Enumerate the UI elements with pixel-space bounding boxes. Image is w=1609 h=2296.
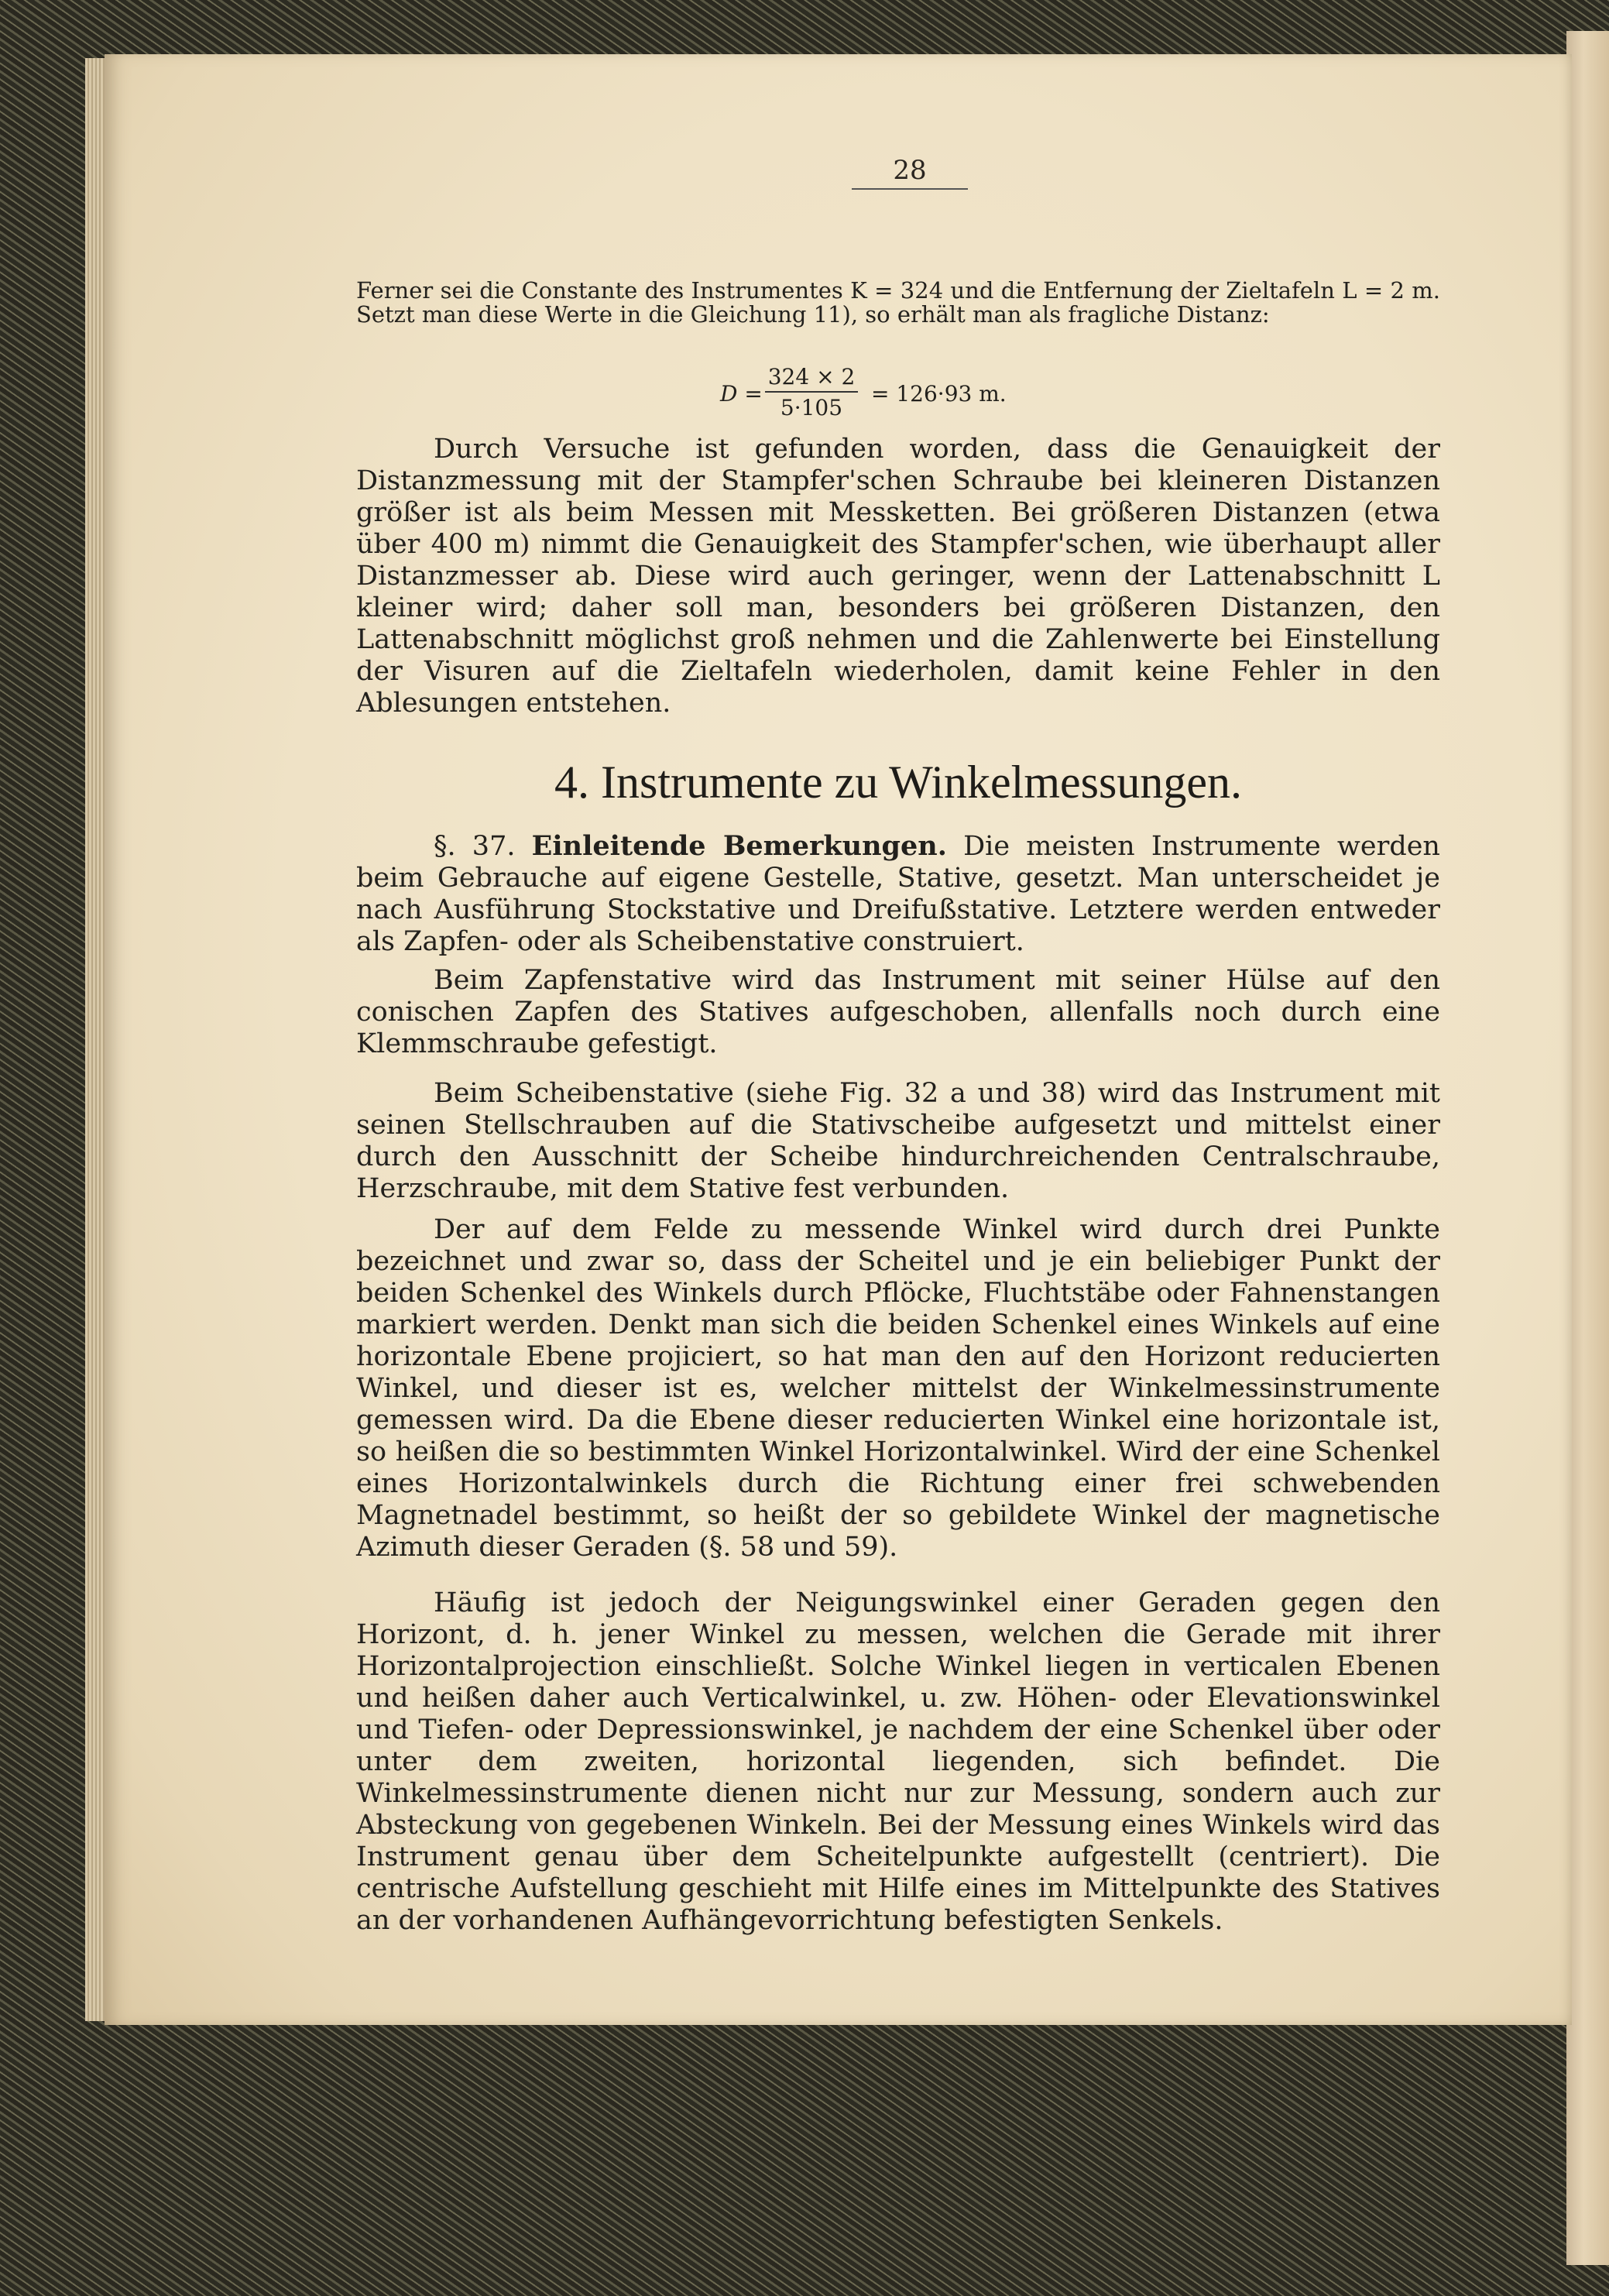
section-text: Die meisten Instrumente werden beim Gebrauche auf eigene Gestelle, Stative, gesetzt. Man unterscheidet je nach Ausführung Stockstative und Dreifußstative. Letztere werden entweder als Zapfen- oder als Scheibenstative construiert. [356, 831, 1440, 957]
section-37-paragraph [356, 830, 1440, 958]
paragraph-horizontalwinkel: Der auf dem Felde zu messende Winkel wird durch drei Punkte bezeichnet und zwar so, dass der Scheitel und je ein beliebiger Punkt der beiden Schenkel des Winkels durch Pflöcke, Fluchtstäbe oder Fahnenstangen markiert werden. Denkt man sich die beiden Schenkel eines Winkels auf eine horizontale Ebene projiciert, so hat man den auf den Horizont reducierten Winkel, und dieser ist es, welcher mittelst der Winkelmessinstrumente gemessen wird. Da die Ebene dieser reducierten Winkel eine horizontale ist, so heißen die so bestimmten Winkel Horizontalwinkel. Wird der eine Schenkel eines Horizontalwinkels durch die Richtung einer frei schwebenden Magnetnadel bestimmt, so heißt der so gebildete Winkel der magnetische Azimuth dieser Geraden (§. 58 und 59). [356, 1214, 1440, 1563]
page-number-rule [852, 188, 968, 190]
formula-numerator: 324 × 2 [767, 364, 856, 390]
page-number: 28 [893, 155, 927, 186]
paragraph-verticalwinkel: Häufig ist jedoch der Neigungswinkel einer Geraden gegen den Horizont, d. h. jener Winkel zu messen, welchen die Gerade mit ihrer Horizontalprojection einschließt. Solche Winkel liegen in verticalen Ebenen und heißen daher auch Verticalwinkel, u. zw. Höhen- oder Elevationswinkel und Tiefen- oder Depressionswinkel, je nachdem der eine Schenkel über oder unter dem zweiten, horizontal liegenden, sich befindet. Die Winkelmessinstrumente dienen nicht nur zur Messung, sondern auch zur Absteckung von gegebenen Winkeln. Bei der Messung eines Winkels wird das Instrument genau über dem Scheitelpunkte aufgestellt (centriert). Die centrische Aufstellung geschieht mit Hilfe eines im Mittelpunkte des Statives an der vorhandenen Aufhängevorrichtung befestigten Senkels. [356, 1587, 1440, 1936]
intro-paragraph: Ferner sei die Constante des Instrumentes K = 324 und die Entfernung der Zieltafeln L = 2 m. Setzt man diese Werte in die Gleichung 11), so erhält man als fragliche Distanz: [356, 277, 1440, 328]
formula-lhs: D = [720, 381, 763, 407]
paragraph-scheibenstative: Beim Scheibenstative (siehe Fig. 32 a und 38) wird das Instrument mit seinen Stellschrauben auf die Stativscheibe aufgesetzt und mittelst einer durch den Ausschnitt der Scheibe hindurchreichenden Centralschraube, Herzschraube, mit dem Stative fest verbunden. [356, 1078, 1440, 1204]
paragraph-accuracy: Durch Versuche ist gefunden worden, dass die Genauigkeit der Distanzmessung mit der Stampfer'schen Schraube bei kleineren Distanzen größer ist als beim Messen mit Messketten. Bei größeren Distanzen (etwa über 400 m) nimmt die Genauigkeit des Stampfer'schen, wie überhaupt aller Distanzmesser ab. Diese wird auch geringer, wenn der Lattenabschnitt L kleiner wird; daher soll man, besonders bei größeren Distanzen, den Lattenabschnitt möglichst groß nehmen und die Zahlenwerte bei Einstellung der Visuren auf die Zieltafeln wiederholen, damit keine Fehler in den Ablesungen entstehen. [356, 434, 1440, 719]
formula-denominator: 5·105 [780, 395, 843, 420]
distance-formula [720, 364, 1185, 426]
section-number: §. 37. [434, 831, 516, 862]
formula-rhs: = 126·93 m. [871, 381, 1007, 407]
paragraph-zapfenstative: Beim Zapfenstative wird das Instrument mit seiner Hülse auf den conischen Zapfen des Statives aufgeschoben, allenfalls noch durch eine Klemmschraube gefestigt. [356, 965, 1440, 1059]
fraction-bar [765, 391, 858, 393]
next-page-edge [1566, 31, 1609, 2265]
section-title: Einleitende Bemerkungen. [531, 830, 947, 862]
chapter-heading: 4. Instrumente zu Winkelmessungen. [554, 757, 1242, 808]
